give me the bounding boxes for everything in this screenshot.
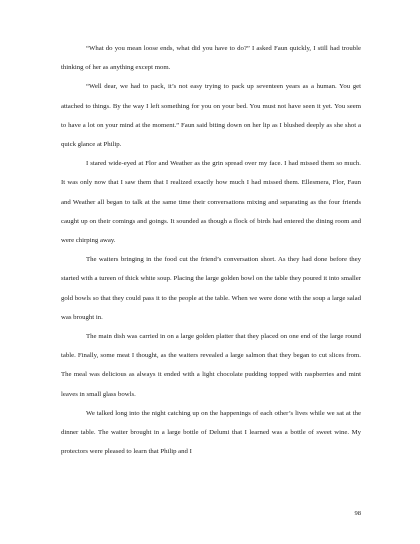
body-text [61,39,361,461]
paragraph: The waiters bringing in the food cut the friend’s conversation short. As they had done before they started with a tureen of thick white soup. Placing the large golden bowl on the table they poured it into smaller gold bowls so that they could pass it to the people at the table. When we were done with the soup a large salad was brought in. [61,256,361,321]
page-number: 98 [354,510,361,517]
paragraph: We talked long into the night catching up on the happenings of each other’s lives while we sat at the dinner table. The waiter brought in a large bottle of Delumi that I learned was a bottle of sweet wine. My protectors were pleased to learn that Philip and I [61,409,361,456]
paragraph: I stared wide-eyed at Flor and Weather as the grin spread over my face. I had missed them so much. It was only now that I saw them that I realized exactly how much I had missed them. Ellesmera, Flor, Faun and Weather all began to talk at the same time their conversations mixing and separating as the four friends caught up on their comings and goings. It sounded as though a flock of birds had entered the dining room and were chirping away. [61,160,361,245]
paragraph: The main dish was carried in on a large golden platter that they placed on one end of the large round table. Finally, some meat I thought, as the waiters revealed a large salmon that they began to cut slices from. The meal was delicious as always it ended with a light chocolate pudding topped with raspberries and mint leaves in small glass bowls. [61,333,361,398]
paragraph: “Well dear, we had to pack, it’s not easy trying to pack up seventeen years as a human. You get attached to things. By the way I left something for you on your bed. You must not have seen it yet. You seem to have a lot on your mind at the moment.” Faun said biting down on her lip as I blushed deeply as she shot a quick glance at Philip. [61,83,361,149]
paragraph: “What do you mean loose ends, what did you have to do?” I asked Faun quickly, I still had trouble thinking of her as anything except mom. [61,45,361,72]
